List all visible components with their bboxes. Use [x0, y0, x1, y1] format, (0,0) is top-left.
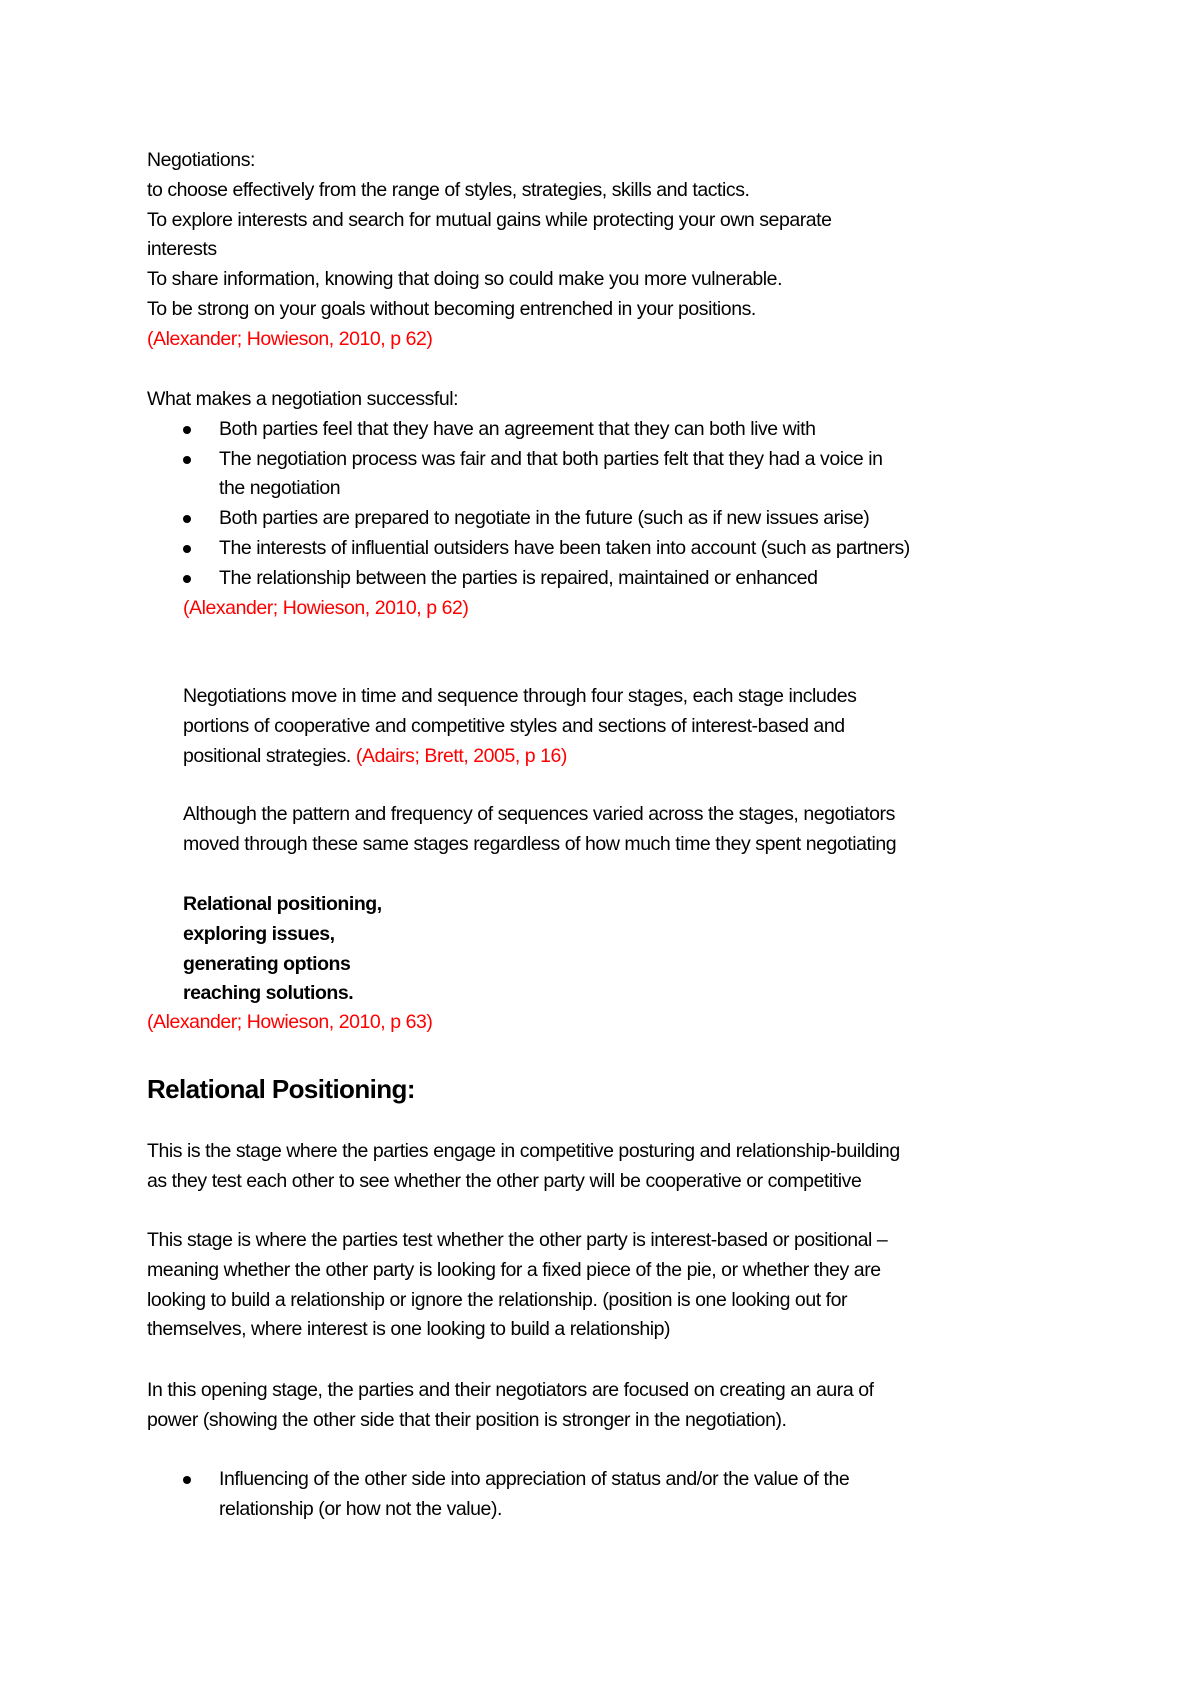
bullet-text: The relationship between the parties is repaired, maintained or enhanced: [219, 566, 818, 589]
paragraph-line: In this opening stage, the parties and their negotiators are focused on creating an aura of: [147, 1379, 874, 1401]
paragraph-line: moved through these same stages regardless of how much time they spent negotiating: [183, 832, 897, 855]
intro-section: [147, 146, 832, 355]
relational-para1: [147, 1137, 900, 1197]
intro-line: interests: [147, 238, 217, 261]
relational-para2: [147, 1226, 887, 1345]
citation: (Alexander; Howieson, 2010, p 62): [147, 327, 433, 350]
intro-heading: Negotiations:: [147, 149, 255, 171]
paragraph-line: This is the stage where the parties engage in competitive posturing and relationship-building: [147, 1140, 900, 1162]
bullet-icon: [183, 575, 191, 583]
stage-item: generating options: [183, 952, 351, 975]
list-item: [147, 445, 910, 505]
relational-para3: [147, 1376, 874, 1436]
intro-line: To share information, knowing that doing so could make you more vulnerable.: [147, 268, 783, 291]
paragraph-line: Negotiations move in time and sequence through four stages, each stage includes: [183, 685, 857, 707]
stage-item: Relational positioning,: [183, 893, 382, 915]
paragraph-line: power (showing the other side that their position is stronger in the negotiation).: [147, 1408, 787, 1431]
paragraph-line: as they test each other to see whether the other party will be cooperative or competitive: [147, 1169, 862, 1192]
list-item: [147, 1465, 849, 1525]
bullet-icon: [183, 515, 191, 523]
paragraph-line: looking to build a relationship or ignore the relationship. (position is one looking out for: [147, 1288, 848, 1311]
stages-list: [183, 890, 382, 1009]
paragraph-line: meaning whether the other party is looking for a fixed piece of the pie, or whether they are: [147, 1258, 881, 1281]
list-item: [147, 415, 910, 445]
stage-item: exploring issues,: [183, 922, 335, 945]
relational-bullet-list: [147, 1465, 849, 1525]
paragraph-line: Although the pattern and frequency of sequences varied across the stages, negotiators: [183, 803, 895, 825]
bullet-icon: [183, 1476, 191, 1484]
bullet-text: Influencing of the other side into appreciation of status and/or the value of the: [219, 1468, 850, 1490]
bullet-text: Both parties feel that they have an agreement that they can both live with: [219, 417, 816, 440]
stage-item: reaching solutions.: [183, 982, 354, 1005]
bullet-text: relationship (or how not the value).: [219, 1497, 502, 1520]
bullet-icon: [183, 545, 191, 553]
citation: (Alexander; Howieson, 2010, p 62): [183, 596, 469, 619]
paragraph-line: This stage is where the parties test whether the other party is interest-based or positional –: [147, 1229, 888, 1251]
stages-para1: [183, 682, 856, 771]
bullet-text: the negotiation: [219, 477, 341, 500]
success-section: [147, 385, 910, 623]
list-item: [147, 564, 910, 594]
list-item: [147, 504, 910, 534]
list-item: [147, 534, 910, 564]
bullet-icon: [183, 426, 191, 434]
intro-line: To be strong on your goals without becoming entrenched in your positions.: [147, 297, 756, 320]
bullet-icon: [183, 456, 191, 464]
intro-line: to choose effectively from the range of styles, strategies, skills and tactics.: [147, 178, 750, 201]
success-heading: What makes a negotiation successful:: [147, 388, 459, 410]
paragraph-line: portions of cooperative and competitive styles and sections of interest-based and: [183, 714, 845, 737]
paragraph-line: themselves, where interest is one looking to build a relationship): [147, 1318, 671, 1341]
section-heading: Relational Positioning:: [147, 1074, 415, 1104]
stages-para2: [183, 800, 896, 860]
bullet-text: The negotiation process was fair and that both parties felt that they had a voice in: [219, 447, 883, 470]
paragraph-line: positional strategies.: [183, 744, 351, 767]
success-bullet-list: [147, 415, 910, 594]
bullet-text: Both parties are prepared to negotiate in the future (such as if new issues arise): [219, 507, 870, 530]
intro-line: To explore interests and search for mutual gains while protecting your own separate: [147, 208, 832, 231]
citation: (Adairs; Brett, 2005, p 16): [355, 744, 567, 767]
bullet-text: The interests of influential outsiders have been taken into account (such as partners): [219, 536, 910, 559]
citation: (Alexander; Howieson, 2010, p 63): [147, 1011, 433, 1033]
